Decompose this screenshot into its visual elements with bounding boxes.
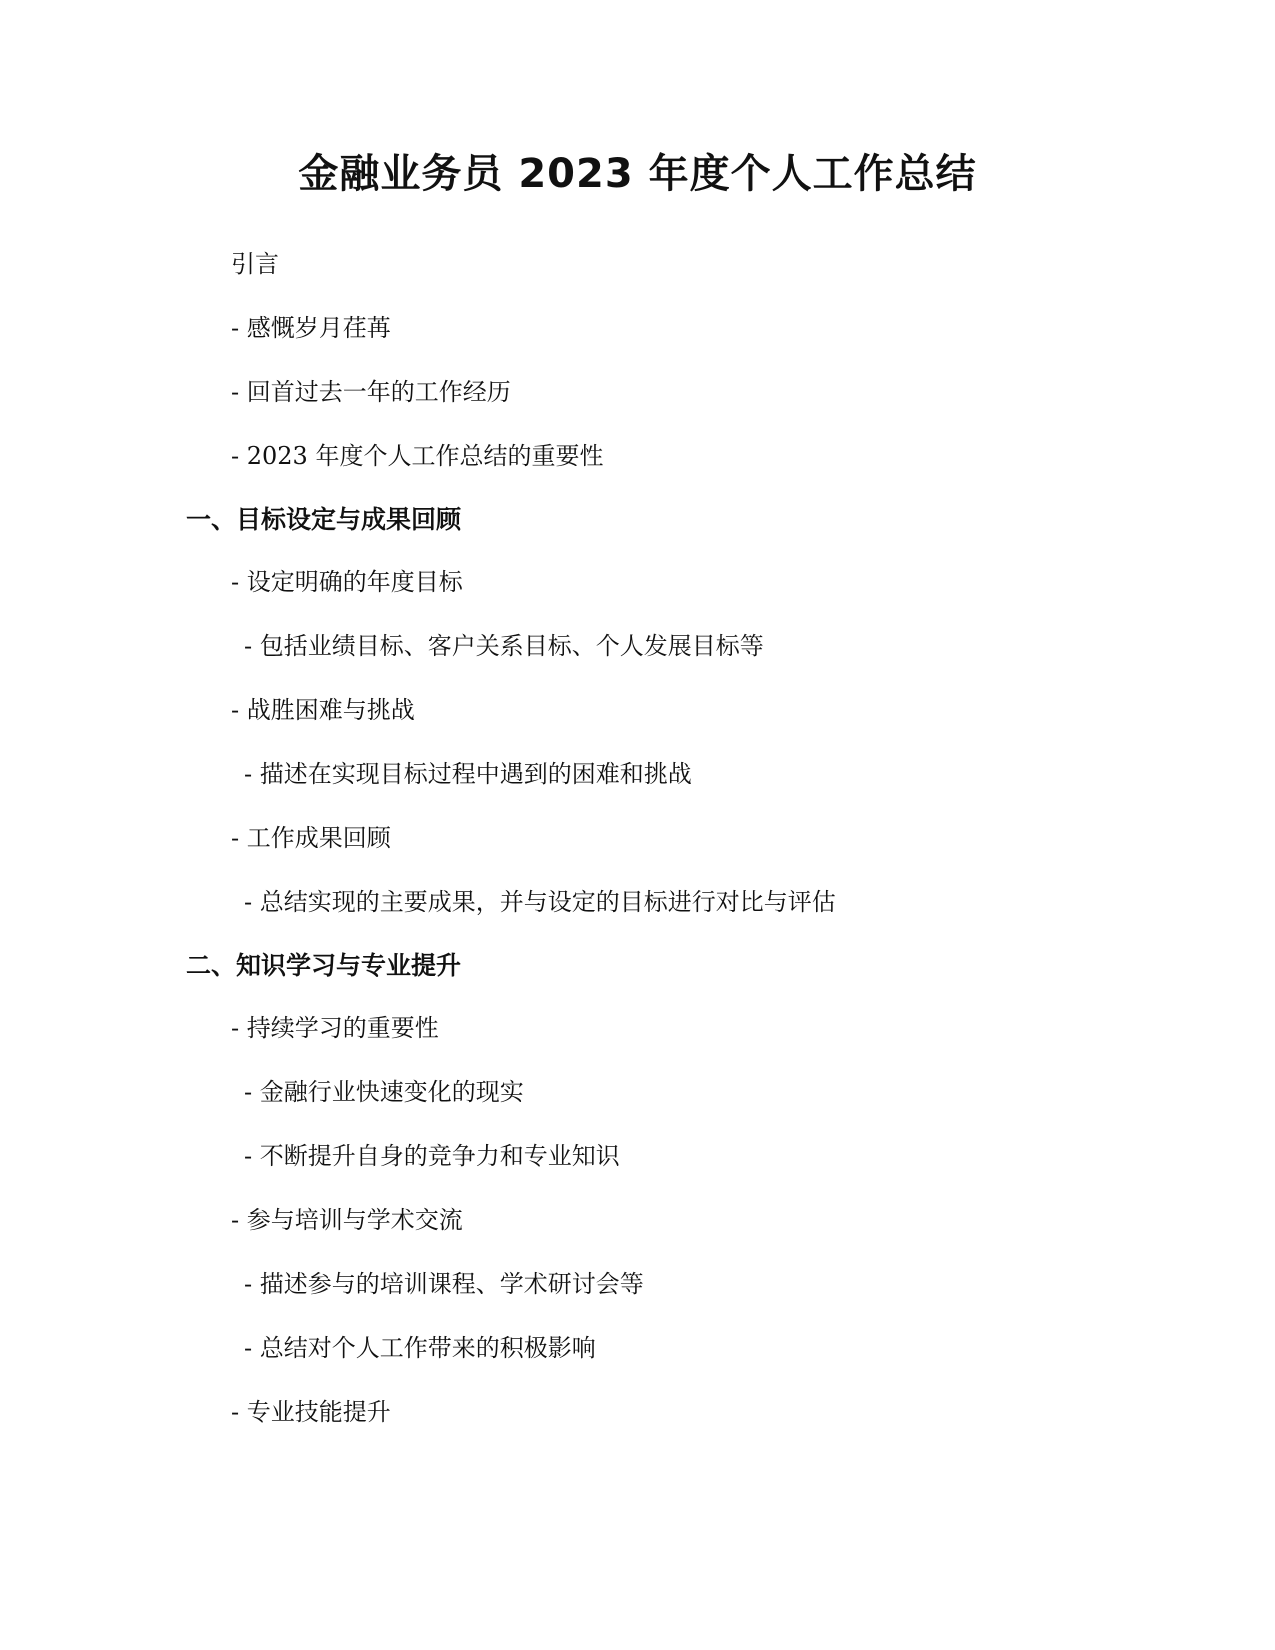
sub-list-item: - 金融行业快速变化的现实 bbox=[244, 1078, 524, 1106]
sub-list-item: - 总结实现的主要成果，并与设定的目标进行对比与评估 bbox=[244, 888, 836, 916]
list-item: - 设定明确的年度目标 bbox=[231, 568, 463, 596]
list-item: - 参与培训与学术交流 bbox=[231, 1206, 463, 1234]
intro-item: - 感慨岁月荏苒 bbox=[231, 314, 391, 342]
list-item: - 战胜困难与挑战 bbox=[231, 696, 415, 724]
list-item: - 工作成果回顾 bbox=[231, 824, 391, 852]
page-title: 金融业务员 2023 年度个人工作总结 bbox=[298, 151, 977, 197]
sub-list-item: - 包括业绩目标、客户关系目标、个人发展目标等 bbox=[244, 632, 764, 660]
intro-item: - 回首过去一年的工作经历 bbox=[231, 378, 511, 406]
intro-heading: 引言 bbox=[231, 250, 279, 278]
sub-list-item: - 描述参与的培训课程、学术研讨会等 bbox=[244, 1270, 644, 1298]
sub-list-item: - 描述在实现目标过程中遇到的困难和挑战 bbox=[244, 760, 692, 788]
section-heading-goals: 一、目标设定与成果回顾 bbox=[186, 505, 462, 534]
intro-item: - 2023 年度个人工作总结的重要性 bbox=[231, 442, 604, 470]
sub-list-item: - 不断提升自身的竞争力和专业知识 bbox=[244, 1142, 620, 1170]
list-item: - 专业技能提升 bbox=[231, 1398, 391, 1426]
list-item: - 持续学习的重要性 bbox=[231, 1014, 439, 1042]
sub-list-item: - 总结对个人工作带来的积极影响 bbox=[244, 1334, 596, 1362]
section-heading-learning: 二、知识学习与专业提升 bbox=[186, 951, 462, 980]
